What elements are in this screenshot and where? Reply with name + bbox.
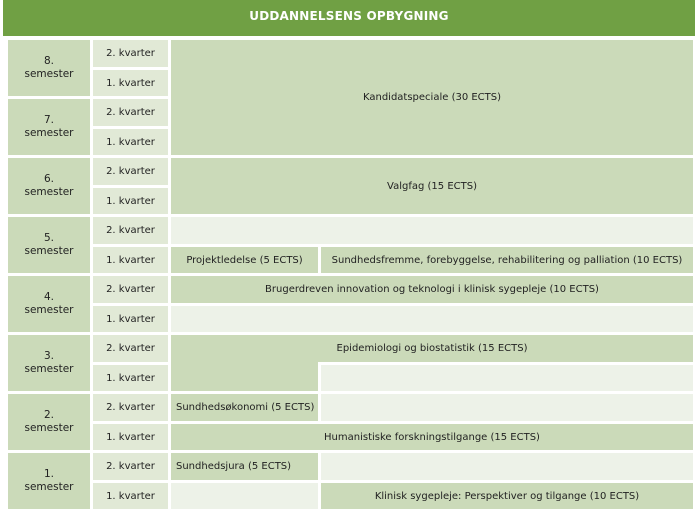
quarter-label: 2. kvarter — [93, 335, 168, 362]
quarter-label: 2. kvarter — [93, 217, 168, 244]
quarter-label: 1. kvarter — [93, 483, 168, 509]
course-brugerdreven: Brugerdreven innovation og teknologi i klinisk sygepleje (10 ECTS) — [171, 276, 693, 303]
course-sundhedsokonomi: Sundhedsøkonomi (5 ECTS) — [171, 394, 318, 421]
table-title: UDDANNELSENS OPBYGNING — [3, 0, 695, 36]
course-humanistiske: Humanistiske forskningstilgange (15 ECTS) — [171, 424, 693, 450]
quarter-label: 1. kvarter — [93, 188, 168, 214]
course-sundhedsfremme: Sundhedsfremme, forebyggelse, rehabilitering og palliation (10 ECTS) — [321, 247, 693, 273]
quarter-label: 2. kvarter — [93, 276, 168, 303]
quarter-label: 2. kvarter — [93, 158, 168, 185]
course-epidemiologi-extension — [171, 359, 318, 391]
semester-7-label: 7. semester — [8, 99, 90, 155]
quarter-label: 1. kvarter — [93, 365, 168, 391]
quarter-label: 2. kvarter — [93, 453, 168, 480]
empty-slot — [171, 306, 693, 332]
quarter-label: 1. kvarter — [93, 247, 168, 273]
semester-8-label: 8. semester — [8, 40, 90, 96]
course-valgfag: Valgfag (15 ECTS) — [171, 158, 693, 214]
curriculum-table — [3, 0, 695, 514]
quarter-label: 2. kvarter — [93, 99, 168, 126]
empty-slot — [321, 394, 693, 421]
course-epidemiologi: Epidemiologi og biostatistik (15 ECTS) — [171, 335, 693, 362]
quarter-label: 1. kvarter — [93, 306, 168, 332]
empty-slot — [321, 365, 693, 391]
quarter-label: 2. kvarter — [93, 40, 168, 67]
semester-1-label: 1. semester — [8, 453, 90, 509]
semester-4-label: 4. semester — [8, 276, 90, 332]
empty-slot — [171, 483, 318, 509]
course-sundhedsjura: Sundhedsjura (5 ECTS) — [171, 453, 318, 480]
course-klinisk: Klinisk sygepleje: Perspektiver og tilgange (10 ECTS) — [321, 483, 693, 509]
quarter-label: 2. kvarter — [93, 394, 168, 421]
semester-6-label: 6. semester — [8, 158, 90, 214]
empty-slot — [321, 453, 693, 480]
semester-3-label: 3. semester — [8, 335, 90, 391]
semester-2-label: 2. semester — [8, 394, 90, 450]
course-projektledelse: Projektledelse (5 ECTS) — [171, 247, 318, 273]
empty-slot — [171, 217, 693, 244]
course-kandidatspeciale: Kandidatspeciale (30 ECTS) — [171, 40, 693, 155]
quarter-label: 1. kvarter — [93, 424, 168, 450]
quarter-label: 1. kvarter — [93, 70, 168, 96]
quarter-label: 1. kvarter — [93, 129, 168, 155]
semester-5-label: 5. semester — [8, 217, 90, 273]
